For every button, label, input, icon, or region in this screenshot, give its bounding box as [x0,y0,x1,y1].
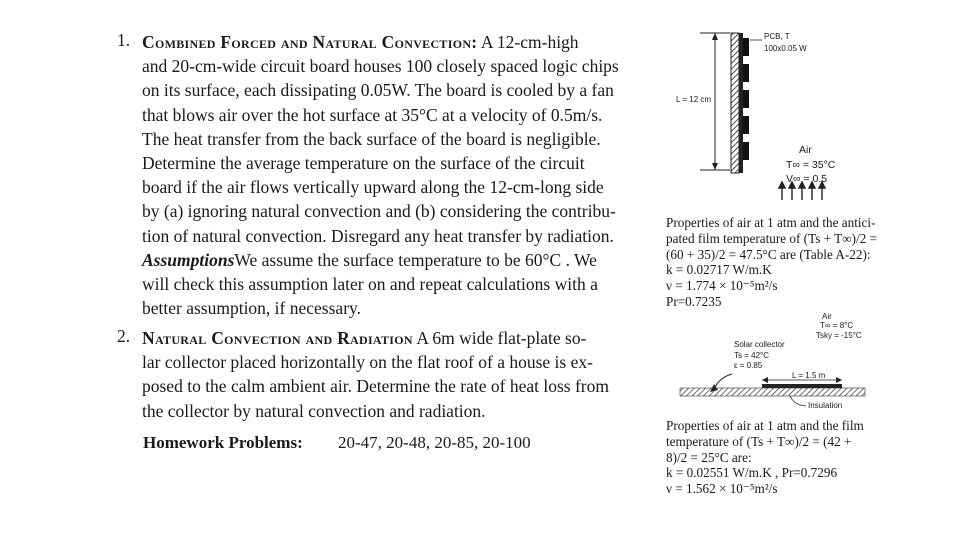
problem-2-line-0: A 6m wide flat-plate so- [416,328,587,348]
eps-label: ε = 0.85 [734,361,763,370]
p1-prop-line-4: ν = 1.774 × 10⁻⁵m²/s [666,278,778,294]
problem-1-number: 1. [117,30,131,50]
p1-prop-line-2: (60 + 35)/2 = 47.5°C are (Table A-22): [666,246,871,262]
assumptions-label: Assumptions [142,249,235,270]
p2-prop-line-1: temperature of (Ts + T∞)/2 = (42 + [666,433,852,449]
problem-2-line-3: the collector by natural convection and radiation. [142,400,486,421]
problem-1-line-4: The heat transfer from the back surface of the board is negligible. [142,128,601,149]
problem-2-properties [666,418,864,497]
problem-1-line-8: tion of natural convection. Disregard any heat transfer by radiation. [142,225,614,246]
assumptions-line-1: will check this assumption later on and repeat calculations with a [142,273,598,294]
p1-prop-line-5: Pr=0.7235 [666,293,722,309]
problem-1-line-5: Determine the average temperature on the surface of the circuit [142,152,585,173]
problem-1-line-7: by (a) ignoring natural convection and (b) considering the contribu- [142,201,616,222]
collector-label: Solar collector [734,340,785,349]
problem-1-line-0: A 12-cm-high [480,32,579,52]
p1-prop-line-3: k = 0.02717 W/m.K [666,262,772,278]
problem-2-title: Natural Convection and Radiation [142,328,413,348]
problem-1-line-2: on its surface, each dissipating 0.05W. The board is cooled by a fan [142,80,614,101]
air-temp-label: T∞ = 35°C [786,159,836,171]
air-velocity-label: V∞ = 0.5 [786,173,828,185]
air-label-2: Air [822,312,832,321]
assumptions-line-0: We assume the surface temperature to be 60°C . We [234,249,597,270]
p2-prop-line-2: 8)/2 = 25°C are: [666,449,752,465]
problem-1-properties [666,215,877,310]
tinf-label: T∞ = 8°C [820,321,854,330]
problem-1-title: Combined Forced and Natural Convection: [142,32,478,52]
p1-prop-line-1: pated film temperature of (Ts + T∞)/2 = [666,230,877,246]
p2-prop-line-3: k = 0.02551 W/m.K , Pr=0.7296 [666,465,838,481]
power-label: 100x0.05 W [764,44,807,53]
assumptions-line-2: better assumption, if necessary. [142,298,362,319]
problem-2-number: 2. [117,326,131,346]
p1-prop-line-0: Properties of air at 1 atm and the antici- [666,215,876,230]
homework-problems: 20-47, 20-48, 20-85, 20-100 [338,433,531,452]
p2-prop-line-0: Properties of air at 1 atm and the film [666,418,864,433]
problem-1-line-1: and 20-cm-wide circuit board houses 100 closely spaced logic chips [142,56,619,77]
p2-prop-line-4: ν = 1.562 × 10⁻⁵m²/s [666,481,778,497]
air-label: Air [799,144,812,156]
tsky-label: Tsky = -15°C [816,331,862,340]
solar-collector-figure [670,310,870,410]
circuit-board-diagram [670,28,870,203]
problem-1-line-6: board if the air flows vertically upward along the 12-cm-long side [142,177,604,198]
problem-2-line-2: posed to the calm ambient air. Determine the rate of heat loss from [142,376,609,397]
insulation-label: Insulation [808,401,843,410]
ts-label: Ts = 42°C [734,351,769,360]
problem-1-line-3: that blows air over the hot surface at 35°C at a velocity of 0.5m/s. [142,104,603,125]
length-label: L = 1.5 m [792,371,826,380]
problem-2-text [142,326,642,423]
circuit-board-figure [670,28,870,203]
problem-1-text [142,30,642,320]
pcb-label: PCB, T [764,32,790,41]
problem-2-line-1: lar collector placed horizontally on the flat roof of a house is ex- [142,352,593,373]
homework-label: Homework Problems: [143,433,303,452]
height-label: L = 12 cm [676,95,712,104]
